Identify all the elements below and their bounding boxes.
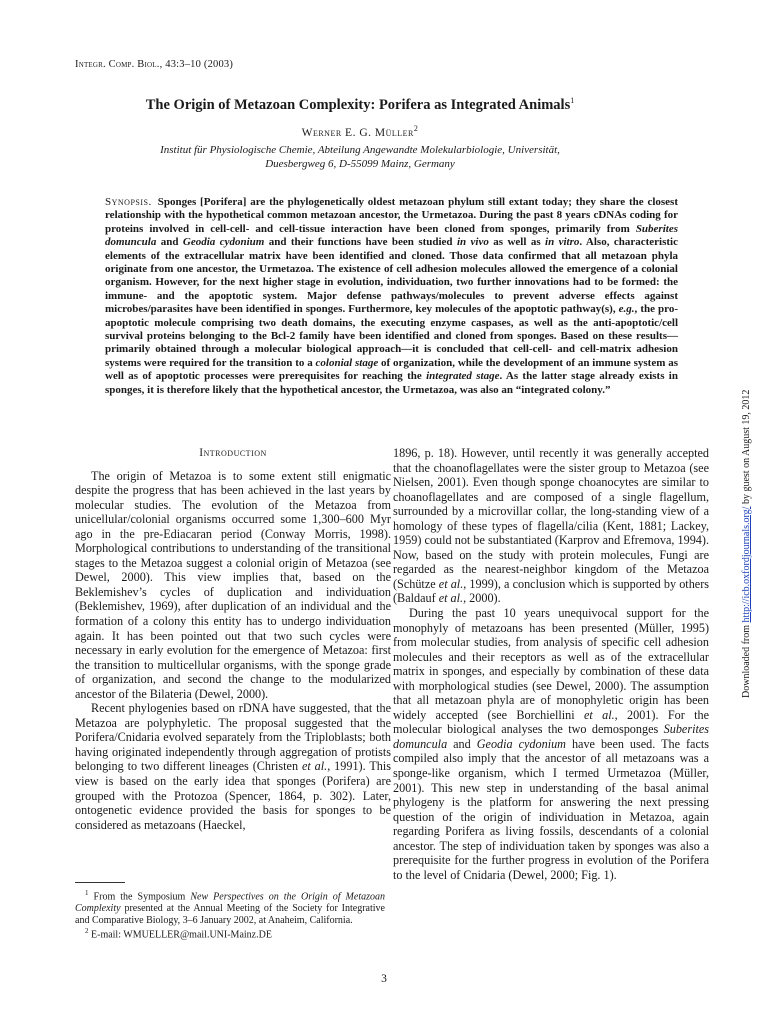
paragraph-text: , 2001). For the molecular biological analyses the two demosponges (393, 707, 709, 737)
emphasis: et al. (301, 759, 328, 774)
species-name: Suberites domuncula (105, 222, 678, 249)
affiliation-line-2: Duesbergweg 6, D-55099 Mainz, Germany (265, 158, 455, 170)
emphasis: e.g. (618, 303, 635, 316)
abstract-text: . As the latter stage already exists in sponges, it is therefore likely that the hypothetical ancestor, the Urmetazoa, was also an “integrated colony.” (105, 370, 678, 396)
footnote-marker: 1 (85, 889, 89, 897)
emphasis: in vivo (456, 236, 489, 249)
footnote-text: presented at the Annual Meeting of the Society for Integrative and Comparative Biology, 3–6 January 2002, at Anaheim, California. (75, 902, 385, 926)
footnote-2 (75, 926, 385, 941)
abstract-text: , the pro-apoptotic molecule comprising two death domains, the executing enzyme caspases, as well as the anti-apoptotic/cell survival proteins belonging to the Bcl-2 family have been identified and cloned from sponges. Based on these results—primarily obtained through a molecular biological approach—it is concluded that cell-cell- and cell-matrix adhesion systems were required for the transition to a (105, 303, 678, 369)
paragraph-text: Recent phylogenies based on rDNA have suggested, that the Metazoa are polyphyletic. The proposal suggested that the Porifera/Cnidaria evolved separately from the Triploblasts; both having originated independently through aggregation of protists belonging to two different lineages (Christen (75, 701, 391, 774)
title-footnote-marker[interactable]: 1 (570, 96, 575, 105)
emphasis: colonial stage (315, 356, 379, 369)
paragraph-text: have been used. The facts compiled also imply that the ancestor of all metazoans was a sponge-like organism, which I termed Urmetazoa (Müller, 2001). This new step in understanding of the basal animal phylogeny is the platform for answering the next pressing question of the origin of individuation in Metazoa, again regarding Porifera as living fossils, descendants of a colonial ancestor. The step of individuation taken by sponges was also a prerequisite for the further progress in evolution of the Porifera to the level of Cnidaria (Dewel, 2000; Fig. 1). (393, 736, 710, 882)
emphasis: integrated stage (426, 370, 500, 383)
emphasis: et al. (583, 707, 615, 722)
author-name: Werner E. G. Müller (301, 126, 414, 139)
paragraph-text: , 1991). This view is based on the early idea that sponges (Porifera) are grouped with the Protozoa (Spencer, 1864, p. 302). Later, ontogenetic evidence provided the basis for sponges to be considered as metazoans (Haeckel, (75, 759, 391, 832)
abstract-text: of organization, while the development of an immune system as well as of apoptotic processes were prerequisites for reaching the (105, 356, 678, 383)
intro-paragraph-1: The origin of Metazoa is to some extent still enigmatic despite the progress that has been achieved in the last years by molecular studies. The evolution of the Metazoa from unicellular/colonial organisms occurred some 1,300–600 Myr ago in the pre-Ediacaran period (Conway Morris, 1998). Morphological contributions to understanding of the transitional stages to the Metazoa suggest a colonial origin of Metazoa (see Dewel, 2000). This view implies that, based on the Beklemishev’s cycles of duplication and individuation (Beklemishev, 1969), after duplication of an individual and the formation of a colony this entity has to undergo individuation again. It has been pointed out that two such cycles were necessary in early evolution for the emergence of Metazoa: first the transition to multicellular organisms, with the sponge grade of organization, and second the change to the modularized ancestor of the Bilateria (Dewel, 2000). (75, 468, 391, 701)
intro-paragraph-2 (75, 701, 391, 832)
symposium-title: New Perspectives on the Origin of Metazoan Complexity (75, 891, 385, 914)
download-note-prefix: Downloaded from (741, 622, 752, 698)
footnote-email: E-mail: WMUELLER@mail.UNI-Mainz.DE (91, 929, 272, 941)
paragraph-text: and (447, 736, 477, 751)
species-name: Geodia cydonium (182, 236, 265, 249)
affiliation (100, 143, 620, 171)
download-note-suffix: by guest on August 19, 2012 (741, 389, 752, 507)
paper-title-text: The Origin of Metazoan Complexity: Porifera as Integrated Animals (145, 96, 571, 113)
footnote-1 (75, 888, 385, 926)
section-heading: Introduction (199, 447, 267, 459)
abstract-text: and their functions have been studied (264, 236, 457, 249)
species-name: Geodia cydonium (476, 736, 566, 751)
emphasis: et al. (438, 576, 464, 591)
affiliation-line-1: Institut für Physiologische Chemie, Abteilung Angewandte Molekularbiologie, Universität, (160, 144, 560, 156)
footnote-text: From the Symposium (93, 891, 191, 903)
intro-paragraph-2-continued (393, 446, 709, 606)
emphasis: in vitro (545, 236, 580, 249)
abstract-text: Sponges [Porifera] are the phylogenetically oldest metazoan phylum still extant today; they share the closest relationship with the hypothetical common metazoan ancestor, the Urmetazoa. During the past 8 years cDNAs coding for proteins involved in cell-cell- and cell-tissue interaction have been cloned from sponges, primarily from (105, 196, 678, 235)
author-line (60, 124, 660, 139)
paragraph-text: , 1999), a conclusion which is supported by others (Baldauf (393, 576, 710, 606)
abstract-text: and (156, 236, 183, 249)
abstract (105, 196, 678, 397)
download-note (741, 390, 752, 698)
footnote-marker: 2 (85, 927, 89, 936)
page-number: 3 (381, 973, 387, 985)
left-column (75, 446, 391, 832)
right-column (393, 446, 709, 882)
abstract-label: Synopsis. (105, 196, 152, 208)
footnotes (75, 882, 385, 941)
journal-link[interactable]: http://icb.oxfordjournals.org/ (741, 506, 752, 623)
paragraph-text: 1896, p. 18). However, until recently it was generally accepted that the choanoflagellates were the sister group to Metazoa (see Nielsen, 2001). Even though sponge choanocytes are similar to choanoflagellates and are composed of a single flagellum, surrounded by a microvillar collar, the long-standing view of a homology of these types of flagella/cilia (Kent, 1881; Lackey, 1959) could not be substantiated (Karprov and Efremova, 1994). Now, based on the study with protein molecules, Fungi are regarded as the nearest-neighbor kingdom of the Metazoa (Schütze (393, 446, 709, 591)
author-footnote-marker[interactable]: 2 (413, 124, 419, 133)
abstract-text: as well as (488, 236, 546, 249)
paragraph-text: , 2000). (463, 591, 501, 606)
footnote-divider (75, 882, 125, 883)
paragraph-text: During the past 10 years unequivocal support for the monophyly of metazoans has been presented (Müller, 1995) from molecular studies, from analysis of specific cell adhesion molecules and their receptors as well as of the extracellular matrix in sponges, and especially by combination of these data with morphological studies (see Dewel, 2000). The assumption that all metazoan phyla are of monophyletic origin has been widely accepted (see Borchiellini (393, 606, 709, 722)
abstract-text: . Also, characteristic elements of the extracellular matrix have been identified and cloned. Those data confirmed that all metazoan phyla originate from one ancestor, the Urmetazoa. The existence of cell adhesion molecules allowed the emergence of a colonial organism. However, for the next higher stage in evolution, individuation, two further innovations had to be formed: the immune- and the apoptotic system. Major defense pathways/molecules to prevent adverse effects against microbes/parasites have been identified in sponges. Furthermore, key molecules of the apoptotic pathway(s), (105, 236, 678, 316)
paper-title (60, 96, 660, 114)
intro-paragraph-3 (393, 606, 709, 882)
emphasis: et al. (438, 591, 464, 606)
journal-reference: Integr. Comp. Biol., 43:3–10 (2003) (75, 59, 234, 70)
species-name: Suberites domuncula (393, 722, 709, 751)
